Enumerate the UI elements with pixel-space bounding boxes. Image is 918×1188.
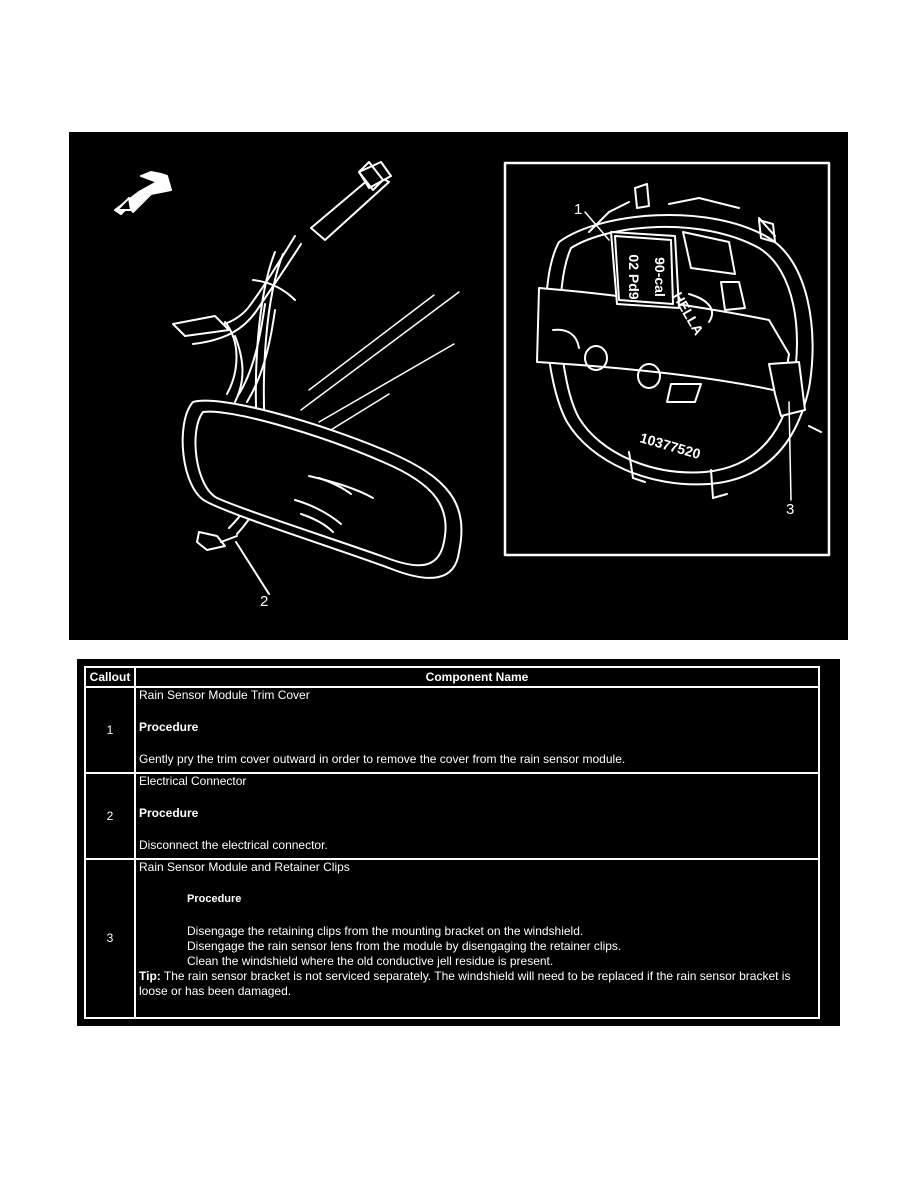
callout-table-panel	[77, 659, 840, 1026]
procedure-step: Disconnect the electrical connector.	[139, 838, 328, 852]
callout-label-1: 1	[574, 201, 583, 218]
sensor-part-number: 10377520	[638, 429, 703, 463]
row-description	[135, 859, 819, 1018]
table-row	[85, 773, 819, 859]
procedure-step: Clean the windshield where the old conductive jell residue is present.	[187, 954, 554, 968]
brand-label: HELLA	[669, 289, 707, 338]
tip-note	[139, 969, 815, 999]
header-component-name: Component Name	[135, 667, 819, 687]
chip-marking-b: 90-cal	[652, 257, 668, 297]
table-header-row	[85, 667, 819, 687]
procedure-step: Disengage the retaining clips from the mounting bracket on the windshield.	[187, 924, 584, 938]
arrow-icon	[115, 172, 171, 214]
tip-text: The rain sensor bracket is not serviced separately. The windshield will need to be replaced if the rain sensor bracket is loose or has been damaged.	[139, 969, 791, 998]
header-callout: Callout	[85, 667, 135, 687]
callout-label-2: 2	[260, 593, 269, 610]
component-name: Rain Sensor Module and Retainer Clips	[139, 860, 350, 874]
table-row	[85, 687, 819, 773]
procedure-label: Procedure	[187, 893, 242, 905]
procedure-label: Procedure	[139, 720, 199, 734]
procedure-label: Procedure	[139, 806, 199, 820]
electrical-connector	[197, 532, 269, 594]
row-callout: 2	[85, 773, 135, 859]
procedure-step: Disengage the rain sensor lens from the module by disengaging the retainer clips.	[187, 939, 622, 953]
table-row	[85, 859, 819, 1018]
component-name: Rain Sensor Module Trim Cover	[139, 688, 310, 702]
chip-marking-a: 02 Pd9	[626, 254, 642, 300]
illustration-panel	[69, 132, 848, 640]
row-callout: 3	[85, 859, 135, 1018]
callout-label-3: 3	[786, 501, 795, 518]
row-callout: 1	[85, 687, 135, 773]
rain-sensor-illustration	[69, 132, 848, 640]
component-name: Electrical Connector	[139, 774, 247, 788]
row-description	[135, 687, 819, 773]
callout-table	[84, 666, 820, 1019]
tip-label: Tip:	[139, 969, 161, 983]
procedure-step: Gently pry the trim cover outward in order to remove the cover from the rain sensor module.	[139, 752, 626, 766]
rearview-mirror	[183, 401, 462, 578]
row-description	[135, 773, 819, 859]
